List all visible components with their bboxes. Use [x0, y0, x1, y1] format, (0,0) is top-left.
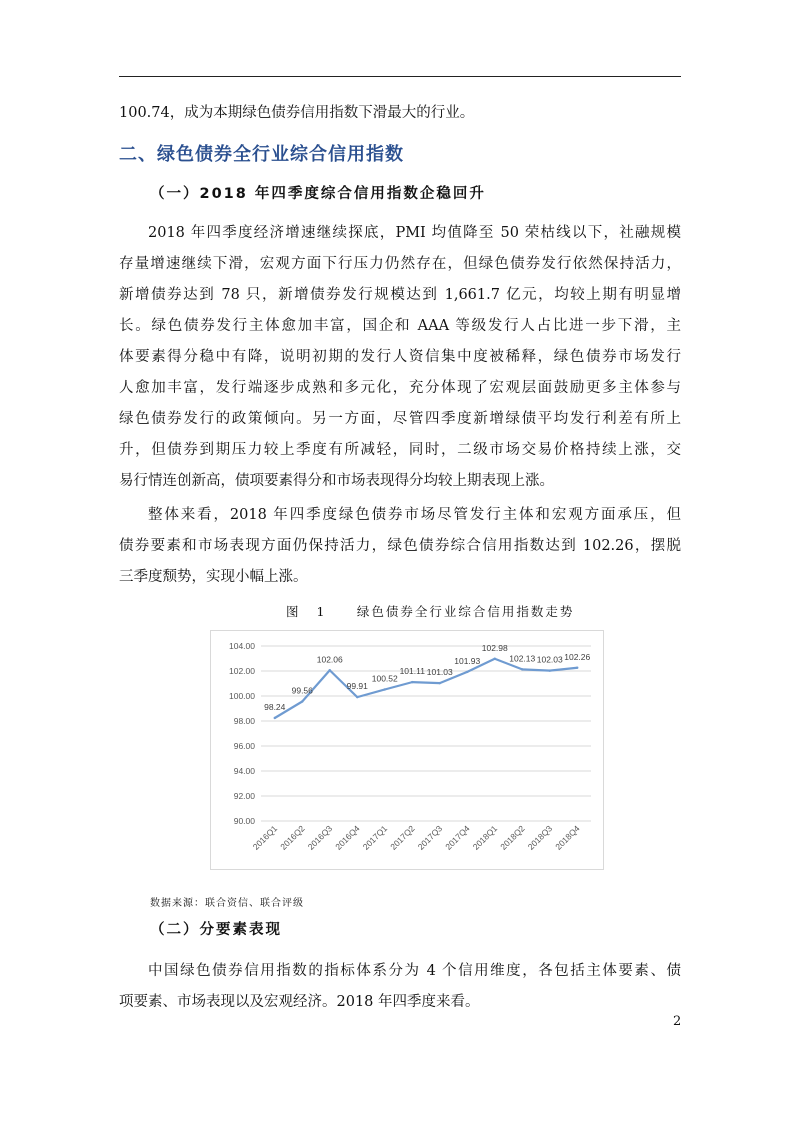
index-line-chart [211, 631, 603, 869]
paragraph-line: 绿色债券发行的政策倾向。另一方面，尽管四季度新增绿债平均发行利差有所上 [119, 411, 681, 427]
data-label: 102.26 [564, 651, 591, 662]
data-label: 98.24 [264, 702, 286, 712]
data-label: 100.52 [371, 673, 398, 684]
x-tick-label: 2018Q4 [553, 823, 582, 852]
page-number: 2 [673, 1014, 682, 1029]
x-tick-label: 2017Q3 [415, 823, 445, 852]
paragraph-2 [119, 500, 681, 593]
x-tick-label: 2018Q2 [498, 823, 527, 852]
x-tick-label: 2017Q1 [360, 823, 390, 852]
figure-caption: 图 1 绿色债券全行业综合信用指数走势 [286, 604, 575, 619]
paragraph-line: 2018 年四季度经济增速继续探底，PMI 均值降至 50 荣枯线以下，社融规模 [148, 225, 681, 241]
x-tick-label: 2018Q1 [470, 823, 500, 852]
data-point [356, 696, 358, 698]
header-rule [119, 76, 681, 77]
data-label: 99.56 [291, 685, 313, 696]
x-tick-label: 2018Q3 [525, 823, 555, 852]
y-tick-label: 98.00 [233, 716, 255, 726]
paragraph-line: 存量增速继续下滑，宏观方面下行压力仍然存在，但绿色债券发行依然保持活力， [119, 256, 681, 272]
data-label: 101.03 [426, 667, 453, 678]
y-tick-label: 90.00 [233, 816, 255, 826]
paragraph-line: 新增债券达到 78 只，新增债券发行规模达到 1,661.7 亿元，均较上期有明显增 [119, 287, 681, 303]
x-tick-label: 2016Q1 [250, 823, 280, 852]
subsection-title-1: （一）2018 年四季度综合信用指数企稳回升 [150, 186, 486, 202]
chart-frame [210, 630, 604, 870]
data-label: 102.03 [536, 654, 563, 665]
paragraph-line: 三季度颓势，实现小幅上涨。 [119, 569, 308, 585]
paragraph-3 [119, 956, 681, 1018]
x-tick-label: 2017Q2 [388, 823, 417, 852]
data-point [549, 669, 551, 671]
paragraph-line: 长。绿色债券发行主体愈加丰富，国企和 AAA 等级发行人占比进一步下滑，主 [119, 318, 681, 334]
paragraph-line: 整体来看，2018 年四季度绿色债券市场尽管发行主体和宏观方面承压，但 [148, 507, 681, 523]
y-tick-label: 94.00 [233, 766, 255, 776]
data-label: 99.91 [346, 681, 368, 692]
paragraph-line: 人愈加丰富，发行端逐步成熟和多元化，充分体现了宏观层面鼓励更多主体参与 [119, 380, 681, 396]
y-tick-label: 100.00 [229, 691, 255, 701]
data-point [301, 700, 303, 702]
x-tick-label: 2016Q4 [333, 823, 362, 852]
source-note: 数据来源：联合资信、联合评级 [150, 898, 304, 909]
y-tick-label: 96.00 [233, 741, 255, 751]
paragraph-line: 债券要素和市场表现方面仍保持活力，绿色债券综合信用指数达到 102.26，摆脱 [119, 538, 681, 554]
paragraph-line: 升，但债券到期压力较上季度有所减轻，同时，二级市场交易价格持续上涨，交 [119, 442, 681, 458]
data-label: 101.11 [399, 666, 425, 677]
data-label: 102.13 [509, 653, 536, 664]
y-tick-label: 104.00 [229, 641, 255, 651]
paragraph-line: 易行情连创新高，债项要素得分和市场表现得分均较上期表现上涨。 [119, 473, 554, 489]
x-tick-label: 2016Q3 [305, 823, 335, 852]
section-title: 二、绿色债券全行业综合信用指数 [119, 144, 404, 165]
data-point [576, 667, 578, 669]
data-point [384, 688, 386, 690]
data-label: 102.06 [316, 654, 343, 665]
paragraph-1 [119, 218, 681, 497]
data-label: 102.98 [481, 642, 508, 653]
data-point [411, 681, 413, 683]
data-point [329, 669, 331, 671]
y-tick-label: 92.00 [233, 791, 255, 801]
paragraph-line: 中国绿色债券信用指数的指标体系分为 4 个信用维度，各包括主体要素、债 [148, 963, 681, 979]
data-label: 101.93 [454, 655, 481, 666]
data-point [494, 658, 496, 660]
continuation-text: 100.74，成为本期绿色债券信用指数下滑最大的行业。 [119, 105, 475, 121]
paragraph-line: 体要素得分稳中有降，说明初期的发行人资信集中度被稀释，绿色债券市场发行 [119, 349, 681, 365]
y-tick-label: 102.00 [229, 666, 255, 676]
data-point [466, 671, 468, 673]
data-point [274, 717, 276, 719]
data-point [439, 682, 441, 684]
data-point [521, 668, 523, 670]
x-tick-label: 2016Q2 [278, 823, 307, 852]
subsection-title-2: （二）分要素表现 [150, 922, 282, 938]
paragraph-line: 项要素、市场表现以及宏观经济。2018 年四季度来看。 [119, 994, 480, 1010]
x-tick-label: 2017Q4 [443, 823, 472, 852]
